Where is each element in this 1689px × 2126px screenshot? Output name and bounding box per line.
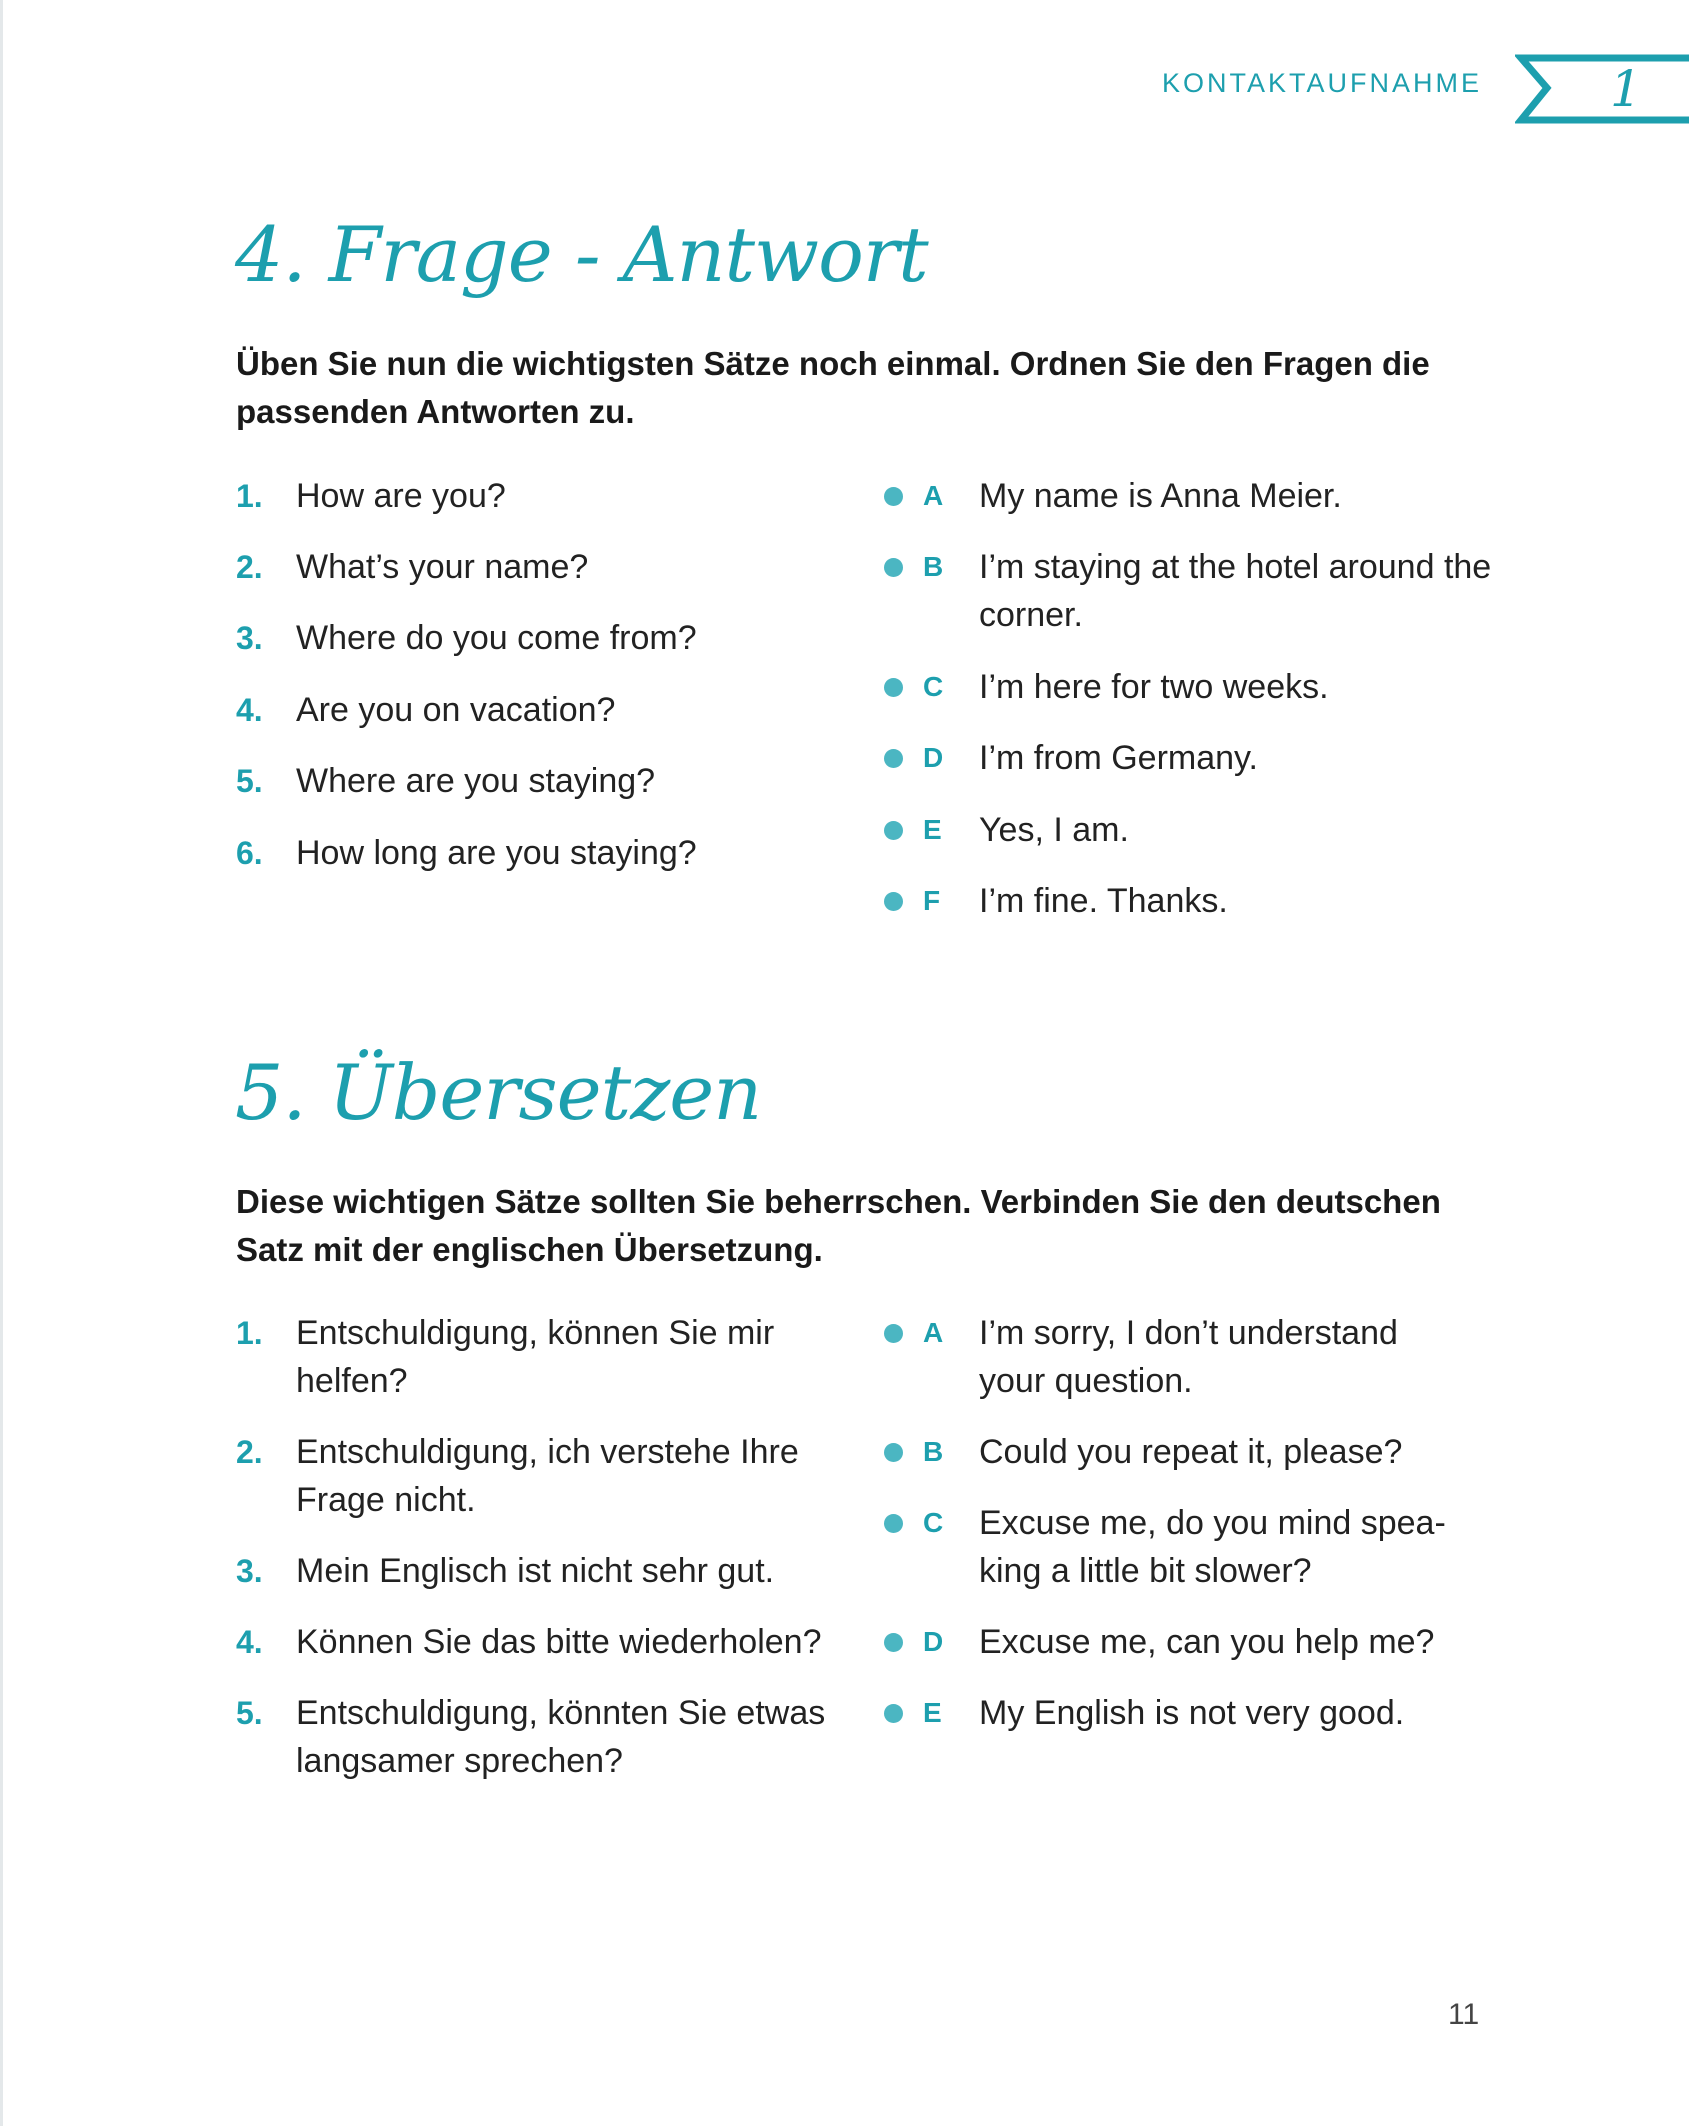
question-number: 5. (236, 763, 263, 799)
answer-letter: E (923, 814, 942, 845)
answer-text: Excuse me, can you help me? (979, 1623, 1435, 1661)
answer-letter: D (923, 742, 944, 773)
page-number: 11 (1448, 1998, 1480, 2031)
page-edge (0, 0, 3, 2126)
answer-text: I’m fine. Thanks. (979, 882, 1228, 920)
section-5-instruction: Diese wichtigen Sätze sollten Sie beherrschen. Verbinden Sie den deutschen Satz mit der englischen Übersetzung. (236, 1183, 1441, 1268)
answer-letter: A (923, 480, 944, 511)
answer-letter: D (923, 1626, 944, 1657)
question-number: 3. (236, 620, 263, 656)
question-number: 5. (236, 1695, 263, 1731)
question-number: 1. (236, 1315, 263, 1351)
answer-text: Yes, I am. (979, 811, 1129, 849)
question-text: Where are you staying? (296, 762, 656, 800)
answer-text: I’m from Germany. (979, 739, 1258, 777)
bullet-dot (884, 487, 903, 506)
answer-letter: E (923, 1697, 942, 1728)
answer-text: Could you repeat it, please? (979, 1433, 1403, 1471)
answer-letter: A (923, 1317, 944, 1348)
answer-letter: F (923, 885, 941, 916)
question-number: 1. (236, 478, 263, 514)
section-4-title: 4. Frage - Antwort (235, 210, 928, 299)
chapter-tab-shape (1515, 54, 1689, 126)
question-text: Entschuldigung, können Sie mir helfen? (296, 1314, 775, 1400)
bullet-dot (884, 892, 903, 911)
bullet-dot (884, 1443, 903, 1462)
answer-text: I’m sorry, I don’t understand your question. (979, 1314, 1398, 1400)
answer-letter: C (923, 1507, 944, 1538)
question-text: Mein Englisch ist nicht sehr gut. (296, 1552, 775, 1590)
question-text: How are you? (296, 477, 506, 515)
question-text: How long are you staying? (296, 834, 697, 872)
question-number: 2. (236, 549, 263, 585)
question-text: Where do you come from? (296, 619, 697, 657)
bullet-dot (884, 1633, 903, 1652)
chapter-number: 1 (1610, 60, 1642, 118)
answer-text: My name is Anna Meier. (979, 477, 1342, 515)
bullet-dot (884, 1704, 903, 1723)
bullet-dot (884, 558, 903, 577)
section-5-title: 5. Übersetzen (235, 1048, 762, 1137)
bullet-dot (884, 1324, 903, 1343)
bullet-dot (884, 821, 903, 840)
question-number: 4. (236, 1624, 263, 1660)
bullet-dot (884, 1514, 903, 1533)
question-text: What’s your name? (296, 548, 589, 586)
question-text: Können Sie das bitte wiederholen? (296, 1623, 822, 1661)
answer-text: Excuse me, do you mind spea-king a little bit slower? (979, 1504, 1446, 1590)
bullet-dot (884, 678, 903, 697)
section-4-instruction: Üben Sie nun die wichtigsten Sätze noch einmal. Ordnen Sie den Fragen die passenden Antworten zu. (236, 345, 1430, 430)
question-number: 6. (236, 835, 263, 871)
question-text: Entschuldigung, könnten Sie etwas langsamer sprechen? (296, 1694, 826, 1780)
answer-text: My English is not very good. (979, 1694, 1405, 1732)
question-text: Entschuldigung, ich verstehe Ihre Frage nicht. (296, 1433, 799, 1519)
question-number: 4. (236, 692, 263, 728)
chapter-tab (1515, 54, 1689, 126)
question-number: 2. (236, 1434, 263, 1470)
answer-text: I’m here for two weeks. (979, 668, 1329, 706)
question-number: 3. (236, 1553, 263, 1589)
running-head: KONTAKTAUFNAHME (1161, 68, 1482, 98)
answer-letter: B (923, 1436, 944, 1467)
answer-letter: C (923, 671, 944, 702)
question-text: Are you on vacation? (296, 691, 616, 729)
answer-text: I’m staying at the hotel around the corner. (979, 548, 1492, 634)
bullet-dot (884, 749, 903, 768)
answer-letter: B (923, 551, 944, 582)
